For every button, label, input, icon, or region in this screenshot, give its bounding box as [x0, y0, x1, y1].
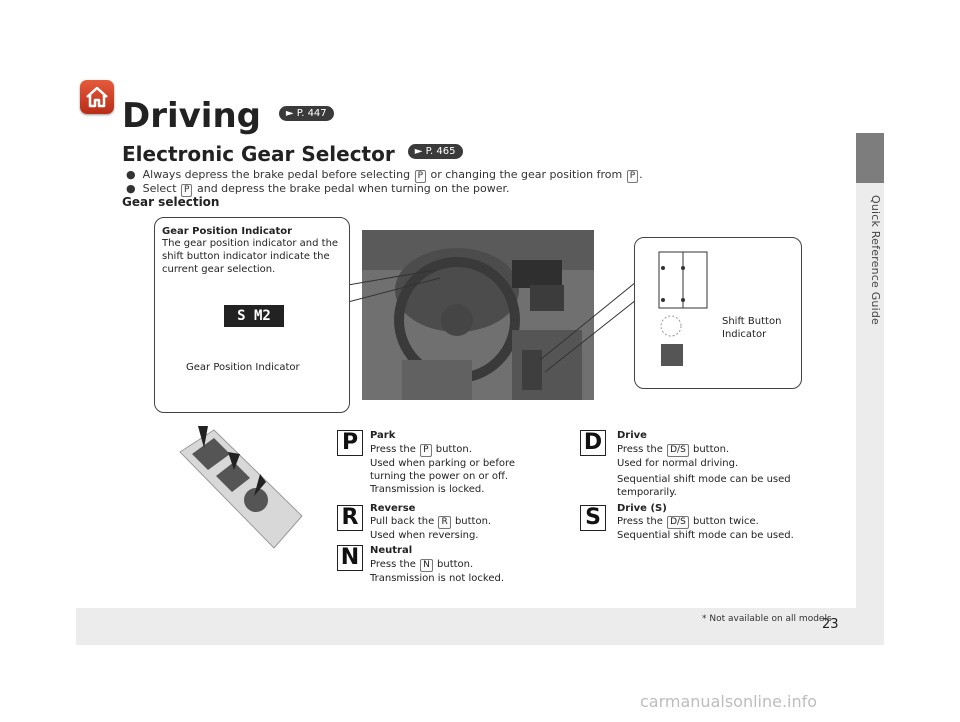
shift-buttons-illustration [170, 424, 308, 554]
bullet-text: . [639, 168, 643, 181]
mode-text: Sequential shift mode can be used. [617, 530, 794, 541]
mode-text: Used for normal driving. [617, 458, 739, 469]
shift-button-callout [634, 237, 802, 389]
mode-text: button twice. [692, 516, 759, 527]
mode-text: Sequential shift mode can be used [617, 474, 791, 485]
shift-button-label [722, 315, 781, 341]
button-key: D/S [667, 444, 689, 457]
mode-text: Used when parking or before [370, 458, 516, 469]
page-title-text: Driving [122, 96, 262, 136]
mode-text: button. [692, 444, 730, 455]
bullet-text: or changing the gear position from [430, 168, 623, 181]
button-key: P [415, 170, 426, 183]
drive-s-title: Drive (S) [617, 503, 667, 514]
drive-letter: D [580, 430, 606, 456]
button-key: P [181, 184, 192, 197]
watermark: carmanualsonline.info [640, 692, 818, 711]
mode-text: turning the power on or off. [370, 471, 509, 482]
park-title: Park [370, 430, 396, 441]
mode-text: button. [435, 444, 472, 455]
label-line: Indicator [722, 329, 767, 340]
mode-text: Used when reversing. [370, 530, 479, 541]
mode-text: button. [437, 559, 474, 570]
shift-button-diagram [635, 238, 801, 388]
page-ref-link[interactable]: ► P. 447 [279, 106, 334, 121]
gear-position-display: S M2 [224, 305, 284, 327]
callout-text: The gear position indicator and the shift button indicator indicate the current gear selection. [162, 238, 339, 275]
reverse-title: Reverse [370, 503, 416, 514]
subtitle-ref-text: P. 465 [425, 146, 456, 157]
drive-s-letter: S [580, 505, 606, 531]
subtitle-ref-link[interactable]: ► P. 465 [408, 144, 463, 159]
mode-text: temporarily. [617, 487, 677, 498]
neutral-title: Neutral [370, 545, 413, 556]
subtitle-text: Electronic Gear Selector [122, 142, 395, 166]
mode-text: Press the [617, 516, 663, 527]
reverse-letter: R [337, 505, 363, 531]
drive-description [617, 443, 817, 499]
button-key: N [420, 559, 433, 572]
mode-text: button. [454, 516, 492, 527]
bullet-text: Select [142, 182, 177, 195]
drive-title: Drive [617, 430, 647, 441]
label-line: Shift Button [722, 316, 782, 327]
neutral-description [370, 558, 540, 585]
mode-text: Press the [617, 444, 663, 455]
park-letter: P [337, 430, 363, 456]
bullet-dot: ● [126, 168, 136, 181]
mode-text: Pull back the [370, 516, 435, 527]
mode-text: Transmission is locked. [370, 484, 485, 495]
park-description [370, 443, 540, 496]
button-key: P [627, 170, 638, 183]
mode-text: Press the [370, 444, 416, 455]
mode-text: Press the [370, 559, 416, 570]
gear-position-label: Gear Position Indicator [186, 362, 300, 373]
footnote: * Not available on all models [702, 614, 832, 624]
section-heading: Gear selection [122, 195, 220, 209]
bullet-text: and depress the brake pedal when turning on the power. [196, 182, 510, 195]
bullet-dot: ● [126, 182, 136, 195]
page-number: 23 [822, 617, 839, 632]
button-key: D/S [667, 516, 689, 529]
mode-text: Transmission is not locked. [370, 573, 505, 584]
page-ref-text: P. 447 [296, 108, 327, 119]
bullet-text: Always depress the brake pedal before selecting [142, 168, 411, 181]
side-tab-label: Quick Reference Guide [869, 195, 882, 325]
button-key: R [438, 516, 450, 529]
neutral-letter: N [337, 545, 363, 571]
reverse-description [370, 515, 540, 542]
callout-title: Gear Position Indicator [162, 226, 293, 237]
drive-s-description [617, 515, 827, 542]
button-key: P [420, 444, 431, 457]
